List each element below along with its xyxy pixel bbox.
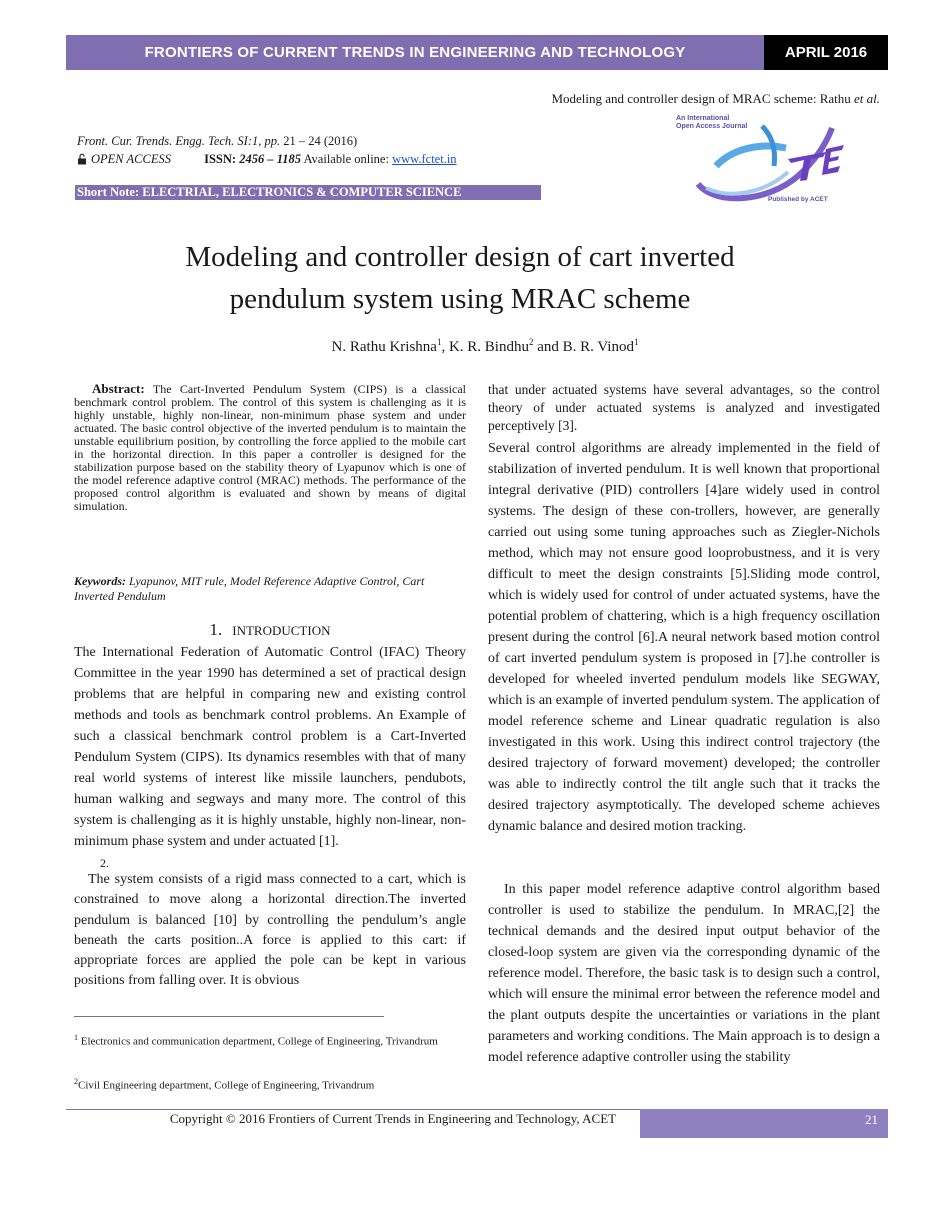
citation-pages: 21 – 24 (2016) <box>280 134 358 148</box>
author-list <box>200 337 770 356</box>
abstract <box>74 382 466 513</box>
keywords-label: Keywords: <box>74 574 126 588</box>
right-paragraph-1: that under actuated systems have several advantages, so the control theory of under actuated systems is analyzed and investigated perceptively [3]. <box>488 382 880 433</box>
logo-tagline <box>676 115 747 131</box>
footnote-2 <box>74 1077 466 1092</box>
paper-title <box>100 236 820 320</box>
paper-title-line1: Modeling and controller design of cart inverted <box>185 241 735 273</box>
citation-journal: Front. Cur. Trends. Engg. Tech. SI:1, pp. <box>77 134 281 148</box>
journal-url-link[interactable]: www.fctet.in <box>392 152 457 166</box>
open-access-label: OPEN ACCESS <box>91 152 171 166</box>
citation-line <box>77 134 357 149</box>
intro-paragraph-2: The system consists of a rigid mass connected to a cart, which is constrained to move along a horizontal direction.The inverted pendulum is balanced [10] by controlling the pendulum’s angle beneath the carts position..A force is applied to this cart: if appropriate forces are applied the pole can be kept in various positions from falling over. It is obvious <box>74 872 466 989</box>
footnote-2-text: Civil Engineering department, College of Engineering, Trivandrum <box>78 1079 375 1092</box>
author-name: K. R. Bindhu <box>448 339 529 355</box>
available-label: Available online: <box>303 152 389 166</box>
intro-paragraph-1: The International Federation of Automatic Control (IFAC) Theory Committee in the year 1990 has determined a set of practical design problems that are helpful in comparing new and existing control methods and tools as benchmark control problems. An Example of such a classical benchmark control problem is a Cart-Inverted Pendulum System (CIPS). Its dynamics resembles with that of many real world systems of interest like missile launchers, pendubots, human walking and segways and many more. The control of this system is challenging as it is highly unstable, highly non-linear, non-minimum phase system and under actuated [1]. <box>74 645 466 849</box>
issue-date: APRIL 2016 <box>764 35 888 70</box>
footnote-1-mark: 1 <box>74 1033 78 1042</box>
footnote-1 <box>74 1031 466 1049</box>
open-lock-icon <box>77 153 87 165</box>
page-number: 21 <box>640 1109 888 1138</box>
right-paragraph-2: Several control algorithms are already implemented in the field of stabilization of inverted pendulum. It is well known that proportional integral derivative (PID) controllers [4]are widely used in control systems. The design of these con-trollers, however, are generally carried out using some tuning approaches such as Ziegler-Nichols method, which may not ensure good looprobustness, and it is very difficult to meet the design constraints [5].Sliding mode control, which is widely used for control of under actuated systems, have the potential problem of chattering, which is a high frequency oscillation present during the control [6].A neural network based motion control of cart inverted pendulum system is proposed in [7].he controller is developed for wheeled inverted pendulum models like SEGWAY, which is an example of inverted pendulum system. The application of model reference scheme and Linear quadratic regulation is also investigated in this work. Using this indirect control trajectory (the desired trajectory of forward movement) developed; the controller was able to indirectly control the tilt angle such that it tracks the desired trajectory asymptotically. The developed scheme achieves dynamic balance and desired motion tracking. <box>488 441 880 834</box>
author-separator: , <box>441 339 449 355</box>
section-number: 1. <box>209 620 223 639</box>
footnote-1-text: Electronics and communication department, College of Engineering, Trivandrum <box>78 1035 438 1048</box>
section-title: INTRODUCTION <box>232 623 331 638</box>
affiliation-mark: 1 <box>436 337 442 347</box>
running-title-etal: et al. <box>854 91 880 106</box>
access-line <box>77 152 457 167</box>
author-name: N. Rathu Krishna <box>331 339 437 355</box>
keywords-text: Lyapunov, MIT rule, Model Reference Adaptive Control, Cart Inverted Pendulum <box>74 574 425 603</box>
abstract-text: The Cart-Inverted Pendulum System (CIPS) is a classical benchmark control problem. The control of this system is challenging as it is highly unstable, highly non-linear, non-minimum phase system and under actuated. The basic control objective of the inverted pendulum is to maintain the unstable equilibrium position, by controlling the force applied to the mobile cart in the horizontal direction. In this paper a controller is designed for the stabilization purpose based on the stability theory of Lyapunov which is one of the model reference adaptive control (MRAC) methods. The performance of the proposed control algorithm is evaluated and shown by means of digital simulation. <box>74 382 466 513</box>
footnote-divider <box>74 1016 384 1017</box>
issn-value: 2456 – 1185 <box>239 152 302 166</box>
short-note-bar: Short Note: ELECTRIAL, ELECTRONICS & COMPUTER SCIENCE <box>75 185 541 200</box>
paper-title-line2: pendulum system using MRAC scheme <box>229 283 691 315</box>
logo-publisher: Published by ACET <box>768 196 828 203</box>
journal-banner-title: FRONTIERS OF CURRENT TRENDS IN ENGINEERING AND TECHNOLOGY <box>144 44 686 61</box>
affiliation-mark: 1 <box>633 337 639 347</box>
keywords <box>74 574 466 604</box>
logo-tagline-line2: Open Access Journal <box>676 123 748 130</box>
affiliation-mark: 2 <box>528 337 534 347</box>
right-paragraph-3: In this paper model reference adaptive control algorithm based controller is used to stabilize the pendulum. In MRAC,[2] the technical demands and the desired input output behavior of the closed-loop system are given via the corresponding dynamic of the reference model. Therefore, the basic task is to design such a control, which will ensure the minimal error between the reference model and the plant outputs despite the uncertainties or variations in the plant parameters and working conditions. The Main approach is to design a model reference adaptive controller using the stability <box>488 882 880 1065</box>
copyright-notice: Copyright © 2016 Frontiers of Current Trends in Engineering and Technology, ACET <box>169 1111 617 1126</box>
list-marker: 2. <box>100 856 109 870</box>
logo-tagline-line1: An International <box>676 115 730 122</box>
author-separator: and <box>533 339 563 355</box>
running-title <box>430 91 880 107</box>
section-heading <box>74 620 466 640</box>
running-title-text: Modeling and controller design of MRAC scheme: Rathu <box>551 91 851 106</box>
issn-label: ISSN: <box>204 152 237 166</box>
abstract-label: Abstract: <box>92 381 145 396</box>
author-name: B. R. Vinod <box>562 339 634 355</box>
footnote-2-mark: 2 <box>74 1077 78 1086</box>
